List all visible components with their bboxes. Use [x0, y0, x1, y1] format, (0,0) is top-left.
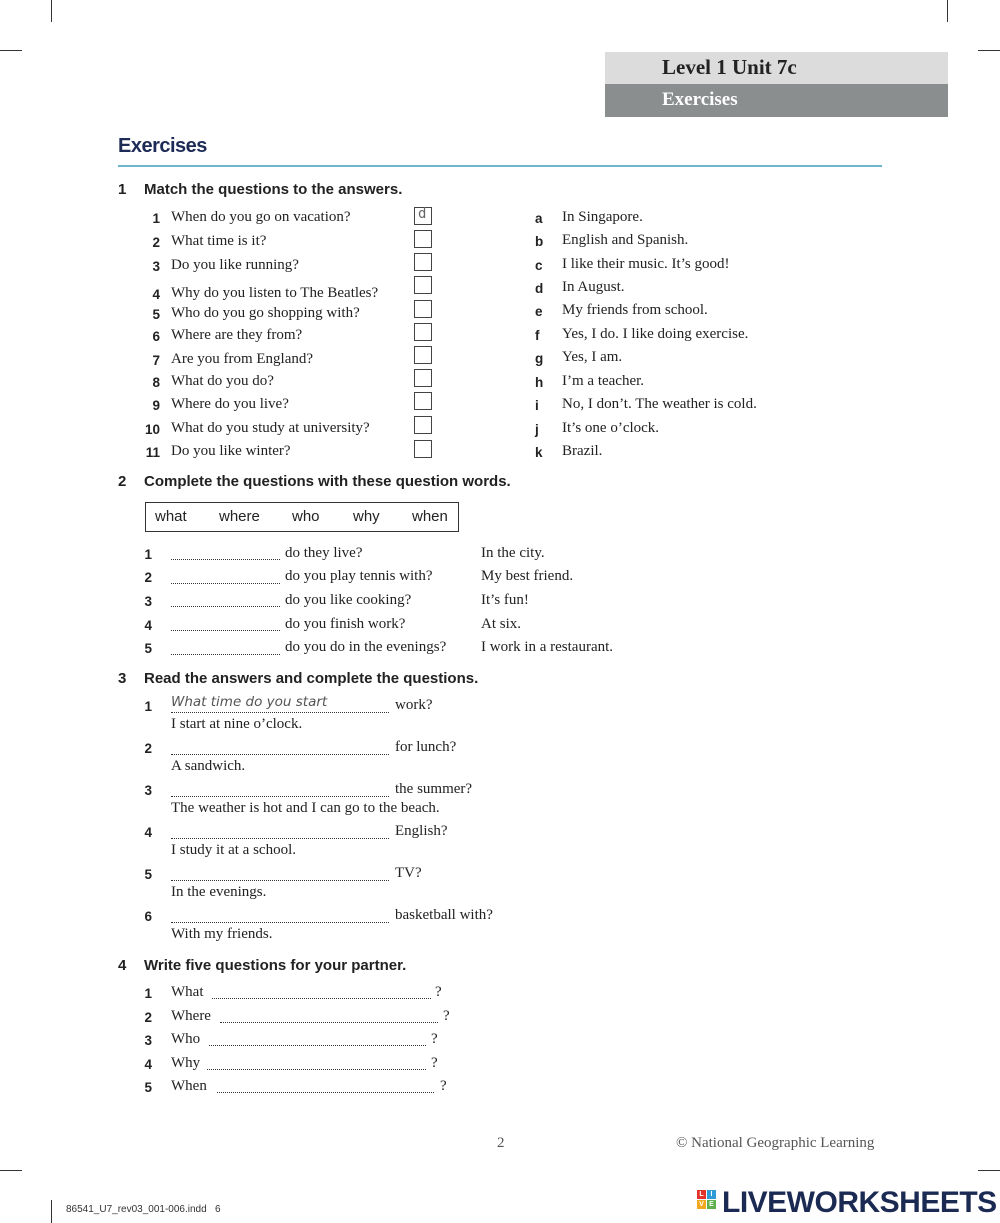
ex2-answer: I work in a restaurant. [481, 639, 614, 655]
ex3-num: 6 [144, 909, 152, 924]
ex1-q-text: When do you go on vacation? [171, 209, 351, 225]
crop-mark [0, 1170, 22, 1171]
ex1-q-num: 6 [152, 329, 160, 344]
title-rule [118, 165, 882, 167]
ex1-answer-box[interactable] [414, 253, 432, 271]
ex1-a-text: English and Spanish. [562, 232, 689, 248]
ex1-q-num: 5 [152, 307, 160, 322]
ex2-blank[interactable] [171, 606, 280, 607]
ex1-number: 1 [118, 181, 127, 198]
crop-mark [947, 0, 948, 22]
page-title: Exercises [118, 135, 207, 157]
ex2-answer: It’s fun! [481, 592, 529, 608]
ex2-num: 2 [144, 570, 152, 585]
ex1-a-letter: h [535, 375, 544, 390]
ex3-num: 5 [144, 867, 152, 882]
ex4-blank[interactable] [212, 998, 431, 999]
ex1-a-text: Yes, I do. I like doing exercise. [562, 326, 749, 342]
ex1-q-num: 11 [145, 445, 160, 460]
ex3-answer: In the evenings. [171, 884, 267, 900]
ex1-a-letter: d [535, 281, 544, 296]
ex1-q-num: 1 [152, 211, 160, 226]
ex3-end: TV? [395, 865, 422, 881]
ex1-q-text: Do you like winter? [171, 443, 291, 459]
ex1-answer-box[interactable] [414, 346, 432, 364]
ex3-end: work? [395, 697, 433, 713]
ex2-question: do you like cooking? [285, 592, 412, 608]
ex4-num: 5 [144, 1080, 152, 1095]
ex3-blank[interactable] [171, 922, 389, 923]
ex4-word: Where [171, 1008, 211, 1024]
ex1-q-text: Do you like running? [171, 257, 299, 273]
ex1-q-text: What do you study at university? [171, 420, 370, 436]
crop-mark [51, 0, 52, 22]
ex3-blank[interactable] [171, 880, 389, 881]
ex4-end: ? [431, 1031, 438, 1047]
ex2-blank[interactable] [171, 559, 280, 560]
ex1-a-text: I like their music. It’s good! [562, 256, 730, 272]
ex1-answer-box[interactable] [414, 207, 432, 225]
ex1-q-text: What time is it? [171, 233, 267, 249]
copyright: © National Geographic Learning [676, 1135, 875, 1151]
ex2-answer: In the city. [481, 545, 545, 561]
liveworksheets-badge-icon [697, 1190, 721, 1216]
ex1-q-num: 4 [152, 287, 160, 302]
ex4-blank[interactable] [220, 1022, 438, 1023]
ex2-blank[interactable] [171, 583, 280, 584]
ex1-q-num: 10 [144, 422, 160, 437]
word-box-word: who [292, 508, 320, 525]
ex1-answer-box[interactable] [414, 416, 432, 434]
ex1-a-text: I’m a teacher. [562, 373, 645, 389]
ex4-num: 1 [144, 986, 152, 1001]
ex2-answer: My best friend. [481, 568, 574, 584]
ex3-num: 2 [144, 741, 152, 756]
badge-letter: E [707, 1200, 716, 1209]
ex3-filled-answer: What time do you start [171, 694, 328, 710]
ex1-q-text: Where do you live? [171, 396, 289, 412]
ex1-a-letter: a [535, 211, 543, 226]
ex3-end: basketball with? [395, 907, 493, 923]
ex1-a-text: My friends from school. [562, 302, 708, 318]
ex1-a-letter: k [535, 445, 543, 460]
ex4-num: 2 [144, 1010, 152, 1025]
ex1-a-text: In Singapore. [562, 209, 643, 225]
ex4-number: 4 [118, 957, 127, 974]
ex1-q-num: 7 [152, 353, 160, 368]
ex1-q-num: 2 [152, 235, 160, 250]
crop-mark [0, 50, 22, 51]
ex1-a-letter: b [535, 234, 544, 249]
ex2-answer: At six. [481, 616, 522, 632]
ex2-question: do you finish work? [285, 616, 406, 632]
ex4-title: Write five questions for your partner. [144, 957, 407, 974]
ex4-word: When [171, 1078, 207, 1094]
header-level: Level 1 Unit 7c [662, 55, 797, 79]
ex3-blank[interactable] [171, 838, 389, 839]
ex1-answer-box[interactable] [414, 300, 432, 318]
ex2-question: do you do in the evenings? [285, 639, 447, 655]
ex1-a-letter: j [535, 422, 539, 437]
ex3-num: 1 [144, 699, 152, 714]
word-box-word: where [219, 508, 260, 525]
ex3-answer: I start at nine o’clock. [171, 716, 303, 732]
header-section-band [605, 84, 948, 117]
ex3-title: Read the answers and complete the questions. [144, 670, 479, 687]
ex1-a-text: Brazil. [562, 443, 603, 459]
ex2-num: 1 [144, 547, 152, 562]
ex4-end: ? [440, 1078, 447, 1094]
ex3-number: 3 [118, 670, 127, 687]
ex3-blank[interactable] [171, 796, 389, 797]
ex1-q-num: 9 [152, 398, 160, 413]
ex3-answer: A sandwich. [171, 758, 246, 774]
ex4-num: 3 [144, 1033, 152, 1048]
ex2-title: Complete the questions with these question words. [144, 473, 511, 490]
ex4-end: ? [431, 1055, 438, 1071]
ex1-answer-value: d [418, 206, 427, 222]
ex3-answer: With my friends. [171, 926, 273, 942]
ex1-a-letter: g [535, 351, 544, 366]
ex1-q-text: What do you do? [171, 373, 274, 389]
ex2-blank[interactable] [171, 654, 280, 655]
ex1-q-text: Are you from England? [171, 351, 314, 367]
ex3-answer: The weather is hot and I can go to the beach. [171, 800, 440, 816]
ex1-answer-box[interactable] [414, 230, 432, 248]
ex1-title: Match the questions to the answers. [144, 181, 403, 198]
ex2-num: 3 [144, 594, 152, 609]
ex4-word: What [171, 984, 204, 1000]
page-number: 2 [497, 1135, 505, 1151]
ex2-question: do they live? [285, 545, 363, 561]
ex3-end: English? [395, 823, 448, 839]
ex4-blank[interactable] [207, 1069, 426, 1070]
badge-letter: I [707, 1190, 716, 1199]
badge-letter: L [697, 1190, 706, 1199]
ex1-a-text: Yes, I am. [562, 349, 623, 365]
file-info: 86541_U7_rev03_001-006.indd 6 [66, 1204, 221, 1215]
ex2-question: do you play tennis with? [285, 568, 433, 584]
ex1-answer-box[interactable] [414, 323, 432, 341]
ex2-blank[interactable] [171, 630, 280, 631]
ex4-word: Who [171, 1031, 201, 1047]
ex1-answer-box[interactable] [414, 392, 432, 410]
ex1-q-num: 8 [152, 375, 160, 390]
header-level-band [605, 52, 948, 84]
ex1-q-num: 3 [152, 259, 160, 274]
ex3-blank[interactable] [171, 712, 389, 713]
ex3-answer: I study it at a school. [171, 842, 296, 858]
ex1-a-text: It’s one o’clock. [562, 420, 660, 436]
word-box-word: why [353, 508, 380, 525]
ex4-blank[interactable] [217, 1092, 434, 1093]
ex3-end: the summer? [395, 781, 473, 797]
ex4-num: 4 [144, 1057, 152, 1072]
ex1-a-text: In August. [562, 279, 625, 295]
ex1-a-letter: i [535, 398, 539, 413]
crop-mark [51, 1200, 52, 1223]
ex1-a-letter: c [535, 258, 543, 273]
ex1-answer-box[interactable] [414, 440, 432, 458]
ex4-end: ? [435, 984, 442, 1000]
badge-letter: V [697, 1200, 706, 1209]
ex4-end: ? [443, 1008, 450, 1024]
ex1-a-letter: f [535, 328, 540, 343]
ex1-q-text: Why do you listen to The Beatles? [171, 285, 379, 301]
word-box [145, 502, 459, 532]
ex1-answer-box[interactable] [414, 369, 432, 387]
ex4-word: Why [171, 1055, 201, 1071]
crop-mark [978, 1170, 1000, 1171]
ex1-a-text: No, I don’t. The weather is cold. [562, 396, 757, 412]
ex3-blank[interactable] [171, 754, 389, 755]
ex1-q-text: Who do you go shopping with? [171, 305, 360, 321]
ex2-num: 4 [144, 618, 152, 633]
ex2-num: 5 [144, 641, 152, 656]
ex4-blank[interactable] [209, 1045, 426, 1046]
ex1-answer-box[interactable] [414, 276, 432, 294]
crop-mark [978, 50, 1000, 51]
ex2-number: 2 [118, 473, 127, 490]
liveworksheets-logo[interactable]: LIVEWORKSHEETS [722, 1186, 997, 1219]
word-box-word: when [412, 508, 448, 525]
word-box-word: what [155, 508, 187, 525]
header-section: Exercises [662, 89, 738, 110]
ex3-num: 3 [144, 783, 152, 798]
ex3-end: for lunch? [395, 739, 457, 755]
ex3-num: 4 [144, 825, 152, 840]
ex1-q-text: Where are they from? [171, 327, 303, 343]
ex1-a-letter: e [535, 304, 543, 319]
